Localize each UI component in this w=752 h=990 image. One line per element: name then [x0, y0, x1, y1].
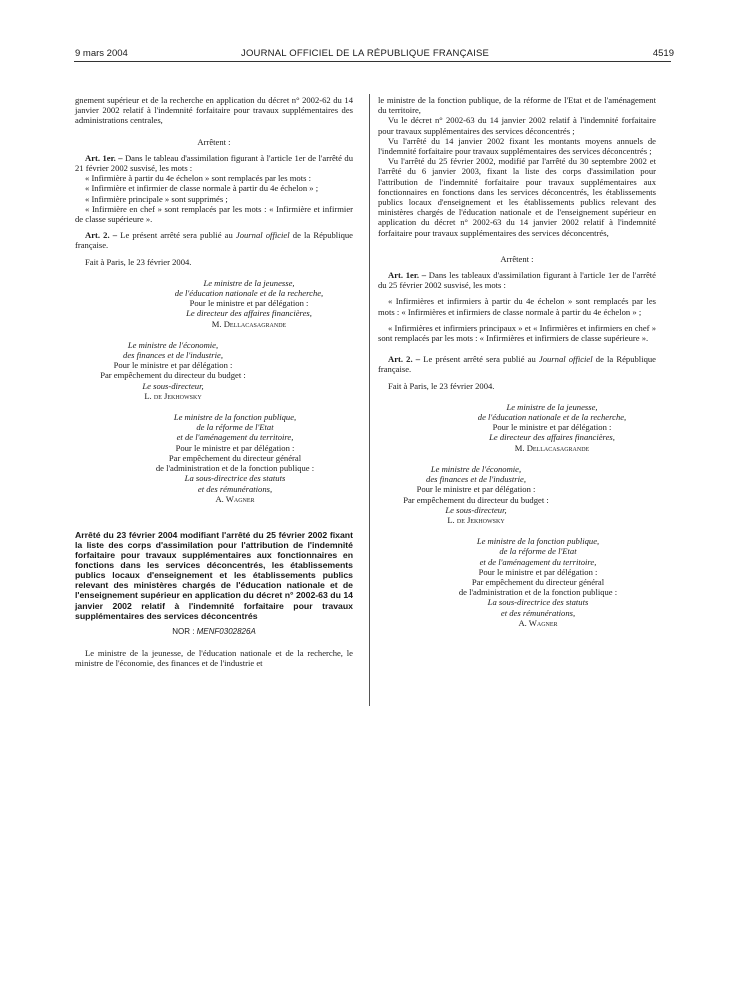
article-2 [378, 354, 656, 374]
signature-line: Le directeur des affaires financières, [489, 432, 615, 443]
signatory-name: M. Dellacasagrande [211, 318, 287, 329]
signature-line: et des rémunérations, [500, 607, 576, 618]
ministre-intro: Le ministre de la jeunesse, de l'éducation nationale et de la recherche, le ministre de l'économie, des finances et de l'industrie et [75, 647, 353, 669]
signature-line: de l'éducation nationale et de la recherche, [174, 288, 324, 299]
header-page-number: 4519 [652, 48, 674, 59]
article-2-text-end: de la République française. [75, 230, 353, 251]
signature-line: Par empêchement du directeur du budget : [100, 370, 246, 381]
journal-officiel-text: Journal officiel [538, 354, 593, 365]
right-column [378, 95, 656, 628]
signature-line: et de l'aménagement du territoire, [479, 556, 597, 567]
signature-line: Pour le ministre et par délégation : [478, 566, 598, 577]
signature-line: des finances et de l'industrie, [123, 350, 223, 361]
header-title: JOURNAL OFFICIEL DE LA RÉPUBLIQUE FRANÇAISE [241, 48, 490, 59]
article-2-text: Le présent arrêté sera publié au [120, 230, 236, 241]
signature-line: Pour le ministre et par délégation : [113, 360, 233, 371]
signature-block-1 [75, 278, 353, 329]
signature-block-1 [378, 402, 656, 453]
signature-line: Le ministre de la fonction publique, [476, 536, 600, 547]
signature-line: de l'éducation nationale et de la recherche, [477, 412, 627, 423]
signatory-name: A. Wagner [215, 493, 255, 504]
header-date: 9 mars 2004 [75, 48, 128, 59]
signature-line: Pour le ministre et par délégation : [416, 484, 536, 495]
signature-line: Par empêchement du directeur du budget : [403, 494, 549, 505]
signatory-name: L. de Jekhowsky [447, 514, 505, 525]
article-1-label: Art. 1er. – [388, 270, 427, 281]
signatory-name: A. Wagner [518, 617, 558, 628]
article-1 [75, 153, 353, 173]
header-rule [74, 61, 671, 62]
signature-line: de l'administration et de la fonction publique : [458, 587, 618, 598]
signature-line: La sous-directrice des statuts [184, 473, 286, 484]
signature-line: Par empêchement du directeur général [471, 576, 605, 587]
signature-line: Le ministre de l'économie, [430, 463, 522, 474]
article-1-line-3: « Infirmière principale » sont supprimés ; [85, 193, 228, 204]
signature-line: Le sous-directeur, [445, 504, 507, 515]
fait-a-paris: Fait à Paris, le 23 février 2004. [388, 380, 495, 391]
nor-value: MENF0302826A [196, 626, 256, 636]
article-2-text: Le présent arrêté sera publié au [423, 354, 539, 365]
signature-line: Le ministre de la jeunesse, [203, 277, 295, 288]
signature-line: Le ministre de l'économie, [127, 339, 219, 350]
vu-paragraph-1: Vu le décret n° 2002-63 du 14 janvier 2002 relatif à l'indemnité forfaitaire pour travaux supplémentaires des services déconcentrés ; [378, 115, 656, 136]
fait-a-paris: Fait à Paris, le 23 février 2004. [85, 256, 192, 267]
signature-line: Le ministre de la jeunesse, [506, 401, 598, 412]
article-1 [378, 270, 656, 290]
article-2-label: Art. 2. – [388, 354, 421, 365]
article-1-line-1: « Infirmière à partir du 4e échelon » sont remplacés par les mots : [85, 173, 311, 184]
vu-paragraph-3: Vu l'arrêté du 25 février 2002, modifié par l'arrêté du 30 septembre 2002 et l'arrêté du 6 janvier 2003, fixant la liste des corps d'assimilation pour l'attribution de l'indemnité forfaitaire pour travaux supplémentaires aux fonctionnaires en fonctions dans les services déconcentrés, les établissements publics locaux d'enseignement et les établissements publics relevant des ministères chargés de l'éducation nationale et de l'enseignement supérieur en application du décret n° 2002-63 du 14 janvier 2002 relatif à l'indemnité forfaitaire pour travaux supplémentaires des services déconcentrés, [378, 156, 656, 238]
vu-paragraph-2: Vu l'arrêté du 14 janvier 2002 fixant les montants moyens annuels de l'indemnité forfaitaire pour travaux supplémentaires des services déconcentrés ; [378, 135, 656, 157]
article-1-line-1: « Infirmières et infirmiers à partir du 4e échelon » sont remplacés par les mots : « Infirmières et infirmiers de classe normale à partir du 4e échelon » ; [378, 296, 656, 317]
signature-block-3 [75, 412, 353, 504]
signature-line: Le directeur des affaires financières, [186, 308, 312, 319]
signature-line: de la réforme de l'Etat [196, 422, 274, 433]
continuation-paragraph: le ministre de la fonction publique, de la réforme de l'Etat et de l'aménagement du territoire, [378, 95, 656, 116]
article-2-text-end: de la République française. [378, 354, 656, 375]
signatory-name: M. Dellacasagrande [514, 442, 590, 453]
article-1-line-4: « Infirmière en chef » sont remplacés par les mots : « Infirmière et infirmier de classe supérieure ». [75, 203, 353, 225]
signature-line: Pour le ministre et par délégation : [175, 442, 295, 453]
article-1-line-2: « Infirmière et infirmier de classe normale à partir du 4e échelon » ; [85, 183, 319, 194]
signature-line: et des rémunérations, [197, 483, 273, 494]
signature-line: des finances et de l'industrie, [426, 474, 526, 485]
signature-line: Le sous-directeur, [142, 380, 204, 391]
left-column [75, 95, 353, 668]
signatory-name: L. de Jekhowsky [144, 390, 202, 401]
nor-reference [75, 627, 353, 637]
journal-officiel-text: Journal officiel [235, 230, 290, 241]
article-1-line-2: « Infirmières et infirmiers principaux » et « Infirmières et infirmiers en chef » sont remplacés par les mots : « Infirmières et infirmiers de classe supérieure ». [378, 322, 656, 344]
signature-line: Pour le ministre et par délégation : [189, 298, 309, 309]
signature-line: et de l'aménagement du territoire, [176, 432, 294, 443]
signature-line: Pour le ministre et par délégation : [492, 422, 612, 433]
column-divider [369, 94, 370, 706]
nor-label: NOR : [172, 626, 197, 636]
article-1-text: Dans le tableau d'assimilation figurant à l'article 1er de l'arrêté du 21 février 2002 susvisé, les mots : [75, 152, 353, 174]
arrete-title: Arrêté du 23 février 2004 modifiant l'arrêté du 25 février 2002 fixant la liste des corps d'assimilation pour l'attribution de l'indemnité forfaitaire pour travaux supplémentaires aux fonctionnaires en fonctions dans les services déconcentrés, les établissements publics locaux d'enseignement et les établissements publics relevant des ministères chargés de l'éducation nationale et de l'enseignement supérieur en application du décret n° 2002-63 du 14 janvier 2002 relatif à l'indemnité forfaitaire pour travaux supplémentaires des services déconcentrés [75, 529, 353, 621]
signature-line: Par empêchement du directeur général [168, 452, 302, 463]
intro-paragraph: gnement supérieur et de la recherche en application du décret n° 2002-62 du 14 janvier 2002 relatif à l'indemnité forfaitaire pour travaux supplémentaires des administrations centrales, [75, 95, 353, 126]
signature-block-2 [378, 464, 656, 525]
signature-line: de l'administration et de la fonction publique : [155, 463, 315, 474]
article-1-text: Dans les tableaux d'assimilation figurant à l'article 1er de l'arrêté du 25 février 2002 susvisé, les mots : [378, 270, 656, 291]
signature-block-3 [378, 536, 656, 628]
article-2 [75, 230, 353, 250]
article-2-label: Art. 2. – [85, 230, 118, 241]
arretent-heading: Arrêtent : [197, 136, 231, 147]
signature-line: de la réforme de l'Etat [499, 546, 577, 557]
arretent-heading: Arrêtent : [500, 253, 534, 264]
signature-line: Le ministre de la fonction publique, [173, 412, 297, 423]
signature-block-2 [75, 340, 353, 401]
article-1-label: Art. 1er. – [85, 152, 123, 163]
signature-line: La sous-directrice des statuts [487, 597, 589, 608]
